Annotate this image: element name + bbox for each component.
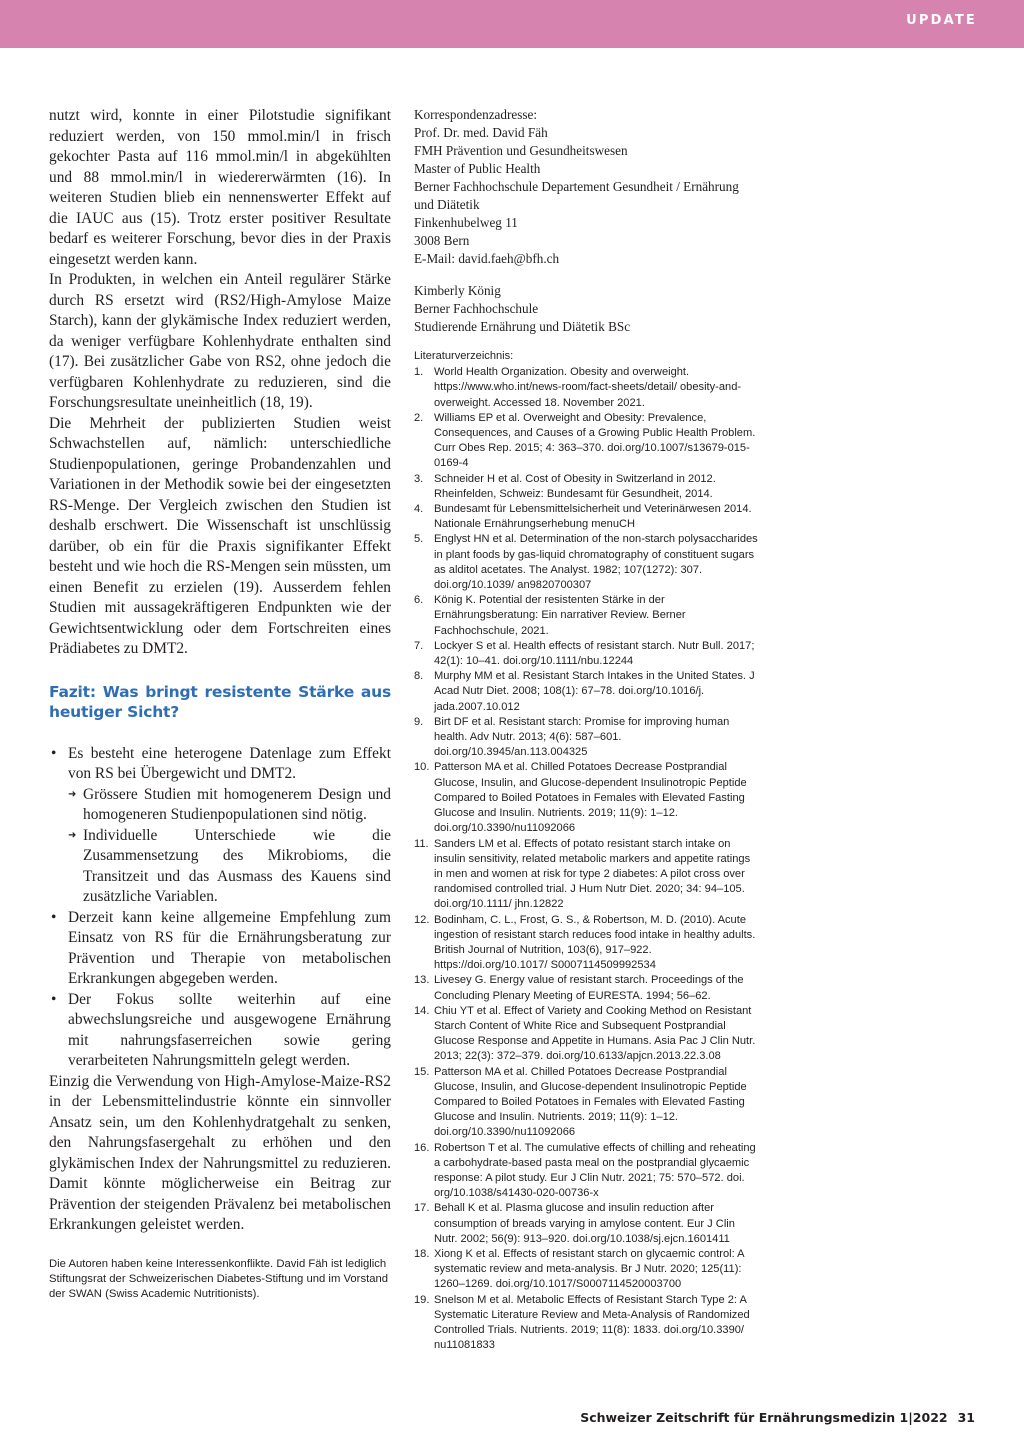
reference-item <box>414 973 760 1003</box>
reference-text: World Health Organization. Obesity and overweight. https://www.who.int/news-room/fact-sheets/detail/ obesity-and-overweight. Accessed 18. November 2021. <box>434 366 742 409</box>
reference-section <box>414 349 760 1353</box>
reference-number: 5. <box>414 533 424 546</box>
bullet-item <box>49 908 391 990</box>
reference-number: 4. <box>414 503 424 516</box>
reference-item <box>414 1201 760 1247</box>
side-column <box>414 106 760 1353</box>
reference-number: 16. <box>414 1141 430 1154</box>
reference-text: Schneider H et al. Cost of Obesity in Switzerland in 2012. Rheinfelden, Schweiz: Bundesamt für Gesundheit, 2014. <box>434 472 716 500</box>
address-line: FMH Prävention und Gesundheitswesen <box>414 143 628 158</box>
reference-text: Williams EP et al. Overweight and Obesity: Prevalence, Consequences, and Causes of a Growing Public Health Problem. Curr Obes Rep. 2015; 4: 363–370. doi.org/10.1007/s13679-015-0169-4 <box>434 411 756 470</box>
reference-item <box>414 532 760 593</box>
section-label: UPDATE <box>906 13 977 28</box>
coauthor-line: Studierende Ernährung und Diätetik BSc <box>414 319 631 334</box>
coauthor-line: Berner Fachhochschule <box>414 301 539 316</box>
correspondence-address <box>414 106 760 336</box>
reference-item <box>414 411 760 472</box>
reference-text: Bundesamt für Lebensmittelsicherheit und Veterinärwesen 2014. Nationale Ernährungserhebung menuCH <box>434 503 752 531</box>
reference-item <box>414 639 760 669</box>
reference-item <box>414 1247 760 1293</box>
page-footer <box>580 1410 975 1425</box>
reference-number: 7. <box>414 639 424 652</box>
reference-item <box>414 502 760 532</box>
address-line: Master of Public Health <box>414 161 541 176</box>
sub-bullet-item: ➜ Individuelle Unterschiede wie die Zusammensetzung des Mikrobioms, die Transitzeit und das Ausmass des Kauens sind zusätzliche Variablen. <box>68 826 391 908</box>
reference-number: 15. <box>414 1065 430 1078</box>
conclusion-bullet-list <box>49 744 391 1072</box>
reference-text: Sanders LM et al. Effects of potato resistant starch intake on insulin sensitivity, related metabolic markers and appetite ratings in men and women at risk for type 2 diabetes: A pilot cross over randomised controlled trial. J Hum Nutr Diet. 2020; 34: 94–105. doi.org/10.1111/ jhn.12822 <box>434 837 751 911</box>
reference-item <box>414 593 760 639</box>
reference-number: 6. <box>414 594 424 607</box>
conflict-of-interest-note: Die Autoren haben keine Interessenkonflikte. David Fäh ist lediglich Stiftungsrat der Schweizerischen Diabetes-Stiftung und im Vorstand der SWAN (Swiss Academic Nutritionists). <box>49 1258 389 1300</box>
reference-number: 2. <box>414 411 424 424</box>
bullet-item <box>49 744 391 908</box>
closing-paragraph: Einzig die Verwendung von High-Amylose-Maize-RS2 in der Lebensmittelindustrie könnte ein sinnvoller Ansatz sein, um den Kohlenhydratgehalt zu senken, den Nahrungsfasergehalt zu erhöhen und den glykämischen Index der Nahrungsmittel zu reduzieren. Damit könnte möglicherweise ein Beitrag zur Prävention der steigenden Prävalenz bei metabolischen Erkrankungen geleistet werden. <box>49 1072 391 1233</box>
bullet-text: Der Fokus sollte weiterhin auf eine abwechslungsreiche und ausgewogene Ernährung mit nahrungsfaserreichen sowie gering verarbeiteten Nahrungsmitteln gelegt werden. <box>68 990 391 1069</box>
reference-number: 18. <box>414 1247 430 1260</box>
reference-number: 17. <box>414 1202 430 1215</box>
address-line: 3008 Bern <box>414 233 470 248</box>
reference-number: 19. <box>414 1293 430 1306</box>
reference-item <box>414 365 760 411</box>
reference-item <box>414 1293 760 1354</box>
bullet-text: Derzeit kann keine allgemeine Empfehlung zum Einsatz von RS für die Ernährungsberatung zur Prävention und Therapie von metabolischen Erkrankungen abgegeben werden. <box>68 908 391 987</box>
reference-text: Lockyer S et al. Health effects of resistant starch. Nutr Bull. 2017; 42(1): 10–41. doi.org/10.1111/nbu.12244 <box>434 639 755 668</box>
reference-text: Xiong K et al. Effects of resistant starch on glycaemic control: A systematic review and meta-analysis. Br J Nutr. 2020; 125(11): 1260–1269. doi.org/10.1017/S0007114520003700 <box>434 1247 744 1291</box>
reference-item <box>414 472 760 502</box>
reference-number: 13. <box>414 974 430 987</box>
reference-number: 10. <box>414 761 430 774</box>
reference-item <box>414 715 760 761</box>
body-paragraph: Die Mehrheit der publizierten Studien weist Schwachstellen auf, nämlich: unterschiedliche Studienpopulationen, geringe Probandenzahlen und Variationen in der Methodik sowie bei der eingesetzten RS-Menge. Der Vergleich zwischen den Studien ist deshalb erschwert. Die Wissenschaft ist unschlüssig darüber, ob ein für die Praxis signifikanter Effekt besteht und wie hoch die RS-Mengen sein müssten, um einen Benefit zu erzielen (19). Ausserdem fehlen Studien mit aussagekräftigeren Endpunkten wie der Gewichtsentwicklung oder dem Fortschreiten eines Prädiabetes zu DMT2. <box>49 414 391 657</box>
reference-number: 3. <box>414 472 424 485</box>
address-line: und Diätetik <box>414 197 480 212</box>
address-line: Berner Fachhochschule Departement Gesundheit / Ernährung <box>414 179 739 194</box>
reference-item <box>414 913 760 974</box>
reference-text: Murphy MM et al. Resistant Starch Intakes in the United States. J Acad Nutr Diet. 2008; 108(1): 67–78. doi.org/10.1016/j. jada.2007.10.012 <box>434 670 755 713</box>
reference-text: Patterson MA et al. Chilled Potatoes Decrease Postprandial Glucose, Insulin, and Glucose-dependent Insulinotropic Peptide Compared to Boiled Potatoes in Females with Elevated Fasting Glucose and Insulin. Nutrients. 2019; 11(9): 1–12. doi.org/10.3390/nu11092066 <box>434 1065 747 1139</box>
reference-item <box>414 669 760 715</box>
coauthor-line: Kimberly König <box>414 283 501 298</box>
body-paragraph: In Produkten, in welchen ein Anteil regulärer Stärke durch RS ersetzt wird (RS2/High-Amylose Maize Starch), kann der glykämische Index reduziert werden, da weniger verfügbare Kohlenhydrate enthalten sind (17). Bei zusätzlicher Gabe von RS2, ohne jedoch die verfügbaren Kohlenhydrate zu reduzieren, sind die Forschungsresultate uneinheitlich (18, 19). <box>49 271 391 411</box>
references-heading: Literaturverzeichnis: <box>414 350 514 362</box>
reference-number: 11. <box>414 837 429 850</box>
reference-text: Englyst HN et al. Determination of the non-starch polysaccharides in plant foods by gas-liquid chromatography of constituent sugars as alditol acetates. The Analyst. 1982; 107(1272): 307. doi.org/10.1039/ an9820700307 <box>434 533 758 592</box>
reference-item <box>414 760 760 836</box>
reference-number: 9. <box>414 715 424 728</box>
sub-bullet-list <box>68 785 391 908</box>
reference-text: Patterson MA et al. Chilled Potatoes Decrease Postprandial Glucose, Insulin, and Glucose-dependent Insulinotropic Peptide Compared to Boiled Potatoes in Females with Elevated Fasting Glucose and Insulin. Nutrients. 2019; 11(9): 1–12. doi.org/10.3390/nu11092066 <box>434 761 747 835</box>
reference-number: 8. <box>414 670 424 683</box>
address-line: Finkenhubelweg 11 <box>414 215 518 230</box>
bullet-text: Es besteht eine heterogene Datenlage zum Effekt von RS bei Übergewicht und DMT2. <box>68 744 391 782</box>
address-line: Korrespondenzadresse: <box>414 107 538 122</box>
reference-number: 14. <box>414 1004 430 1017</box>
article-main-column <box>49 106 391 1236</box>
sub-bullet-item: ➜ Grössere Studien mit homogenerem Design und homogeneren Studienpopulationen sind nötig. <box>68 785 391 826</box>
reference-text: Bodinham, C. L., Frost, G. S., & Robertson, M. D. (2010). Acute ingestion of resistant starch reduces food intake in healthy adults. British Journal of Nutrition, 103(6), 917–922. https://doi.org/10.1017/ S0007114509992534 <box>434 913 756 972</box>
section-header-bar <box>0 0 1024 48</box>
reference-text: Snelson M et al. Metabolic Effects of Resistant Starch Type 2: A Systematic Literature Review and Meta-Analysis of Randomized Controlled Trials. Nutrients. 2019; 11(8): 1833. doi.org/10.3390/ nu11081833 <box>434 1293 750 1352</box>
page-number: 31 <box>957 1410 975 1425</box>
reference-item <box>414 837 760 913</box>
reference-number: 12. <box>414 913 430 926</box>
reference-text: Chiu YT et al. Effect of Variety and Cooking Method on Resistant Starch Content of White Rice and Subsequent Postprandial Glucose Response and Appetite in Humans. Asia Pac J Clin Nutr. 2013; 22(3): 372–379. doi.org/10.6133/apjcn.2013.22.3.08 <box>434 1004 756 1063</box>
bullet-item <box>49 990 391 1072</box>
reference-item <box>414 1004 760 1065</box>
reference-text: König K. Potential der resistenten Stärke in der Ernährungsberatung: Ein narrativer Review. Berner Fachhochschule, 2021. <box>434 594 686 637</box>
conclusion-heading: Fazit: Was bringt resistente Stärke aus heutiger Sicht? <box>49 682 391 721</box>
journal-title: Schweizer Zeitschrift für Ernährungsmedizin 1|2022 <box>580 1410 948 1425</box>
reference-number: 1. <box>414 366 424 379</box>
reference-item <box>414 1141 760 1202</box>
reference-list <box>414 365 760 1353</box>
reference-text: Birt DF et al. Resistant starch: Promise for improving human health. Adv Nutr. 2013; 4(6): 587–601. doi.org/10.3945/an.113.004325 <box>434 715 730 759</box>
reference-item <box>414 1065 760 1141</box>
address-line: Prof. Dr. med. David Fäh <box>414 125 548 140</box>
body-paragraph: nutzt wird, konnte in einer Pilotstudie signifikant reduziert werden, von 150 mmol.min/l in frisch gekochter Pasta auf 116 mmol.min/l in abgekühlten und 88 mmol.min/l in wiedererwärmten (16). In weiteren Studien blieb ein nennenswerter Effekt auf die IAUC aus (15). Trotz erster positiver Resultate bedarf es weiterer Forschung, bevor dies in der Praxis eingesetzt werden kann. <box>49 107 391 268</box>
reference-text: Livesey G. Energy value of resistant starch. Proceedings of the Concluding Plenary Meeting of EURESTA. 1994; 56–62. <box>434 974 744 1002</box>
reference-text: Behall K et al. Plasma glucose and insulin reduction after consumption of breads varying in amylose content. Eur J Clin Nutr. 2002; 56(9): 913–920. doi.org/10.1038/sj.ejcn.1601411 <box>434 1202 735 1245</box>
email-line: E-Mail: david.faeh@bfh.ch <box>414 251 560 266</box>
reference-text: Robertson T et al. The cumulative effects of chilling and reheating a carbohydrate-based pasta meal on the postprandial glycaemic response: A pilot study. Eur J Clin Nutr. 2021; 75: 570–572. doi. org/10.1038/s41430-020-00736-x <box>434 1141 756 1200</box>
